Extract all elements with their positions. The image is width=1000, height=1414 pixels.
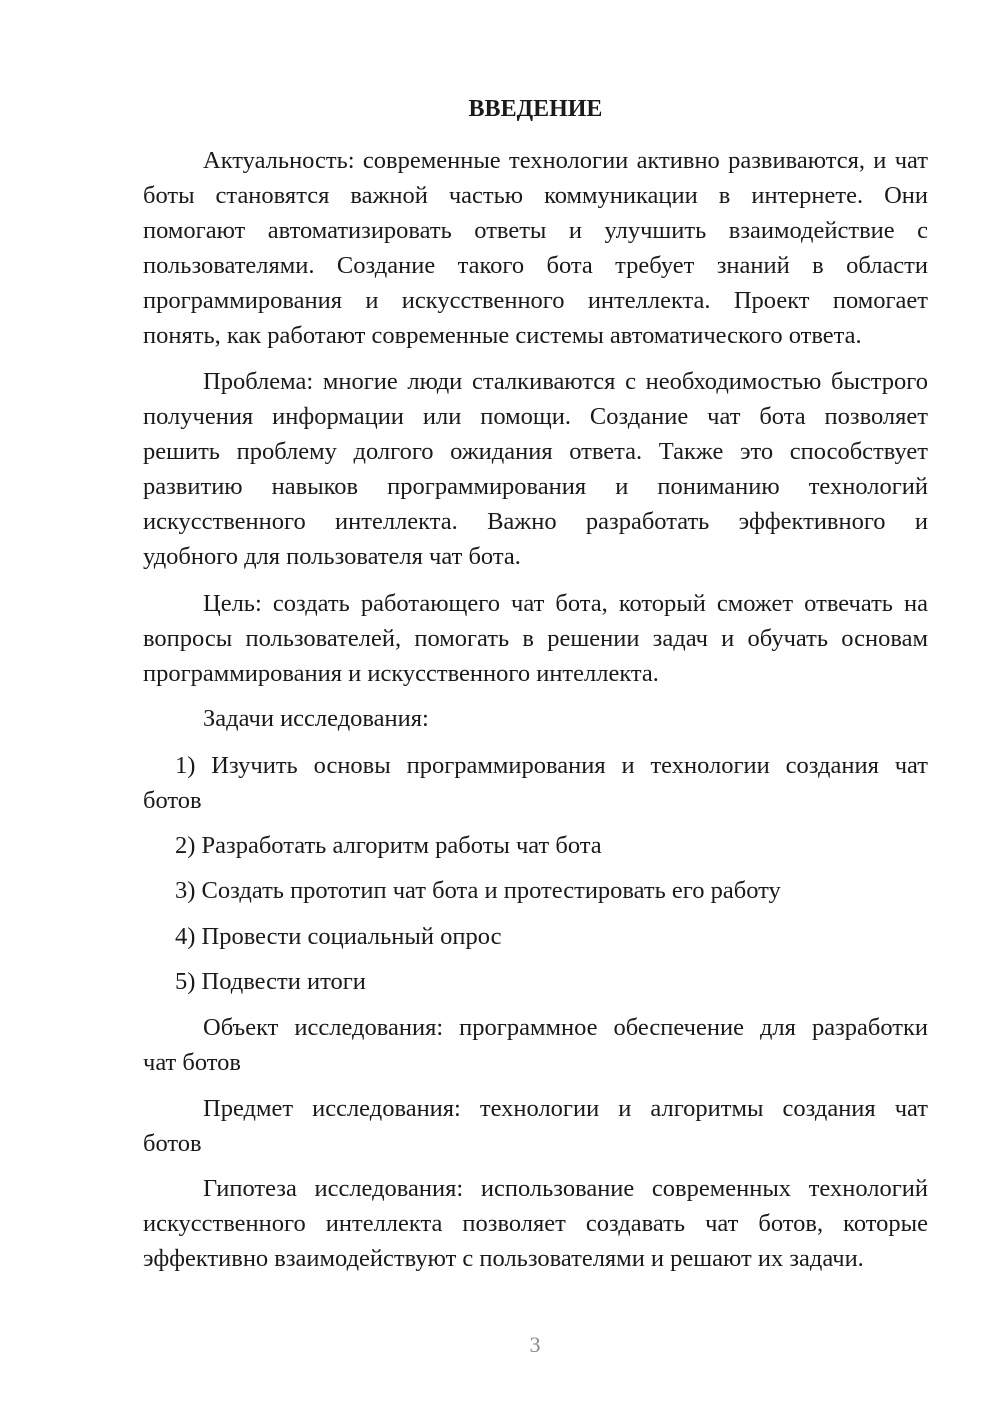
task-item-1 <box>143 748 928 818</box>
text-line: Актуальность: современные технологии активно развиваются, и чат <box>203 147 928 174</box>
page-title: ВВЕДЕНИЕ <box>468 96 603 122</box>
text-line: Задачи исследования: <box>203 705 429 732</box>
text-line: помогают автоматизировать ответы и улучшить взаимодействие с <box>143 217 928 244</box>
text-line: 3) Создать прототип чат бота и протестировать его работу <box>175 877 781 904</box>
text-line: программирования и искусственного интеллекта. <box>143 660 659 687</box>
tasks-heading <box>143 701 928 736</box>
text-line: развитию навыков программирования и пониманию технологий <box>143 473 928 500</box>
text-line: Цель: создать работающего чат бота, который сможет отвечать на <box>203 590 928 617</box>
text-line: удобного для пользователя чат бота. <box>143 543 521 570</box>
text-line: 1) Изучить основы программирования и технологии создания чат <box>175 752 928 779</box>
page-number: 3 <box>529 1332 541 1357</box>
paragraph-problem <box>143 364 928 574</box>
task-item-2 <box>143 828 928 863</box>
text-line: ботов <box>143 1130 202 1157</box>
text-line: вопросы пользователей, помогать в решении задач и обучать основам <box>143 625 928 652</box>
text-line: Предмет исследования: технологии и алгоритмы создания чат <box>203 1095 928 1122</box>
text-line: эффективно взаимодействуют с пользователями и решают их задачи. <box>143 1245 864 1272</box>
text-line: искусственного интеллекта позволяет создавать чат ботов, которые <box>143 1210 928 1237</box>
text-line: решить проблему долгого ожидания ответа. Также это способствует <box>143 438 928 465</box>
text-line: пользователями. Создание такого бота требует знаний в области <box>143 252 928 279</box>
text-line: искусственного интеллекта. Важно разработать эффективного и <box>143 508 928 535</box>
task-item-3 <box>143 873 928 908</box>
text-line: понять, как работают современные системы автоматического ответа. <box>143 322 862 349</box>
text-line: Объект исследования: программное обеспечение для разработки <box>203 1014 928 1041</box>
text-line: боты становятся важной частью коммуникации в интернете. Они <box>143 182 928 209</box>
task-item-5 <box>143 964 928 999</box>
text-line: Проблема: многие люди сталкиваются с необходимостью быстрого <box>203 368 928 395</box>
text-line: получения информации или помощи. Создание чат бота позволяет <box>143 403 928 430</box>
text-line: программирования и искусственного интеллекта. Проект помогает <box>143 287 928 314</box>
text-line: ботов <box>143 787 202 814</box>
text-line: 5) Подвести итоги <box>175 968 366 995</box>
paragraph-object <box>143 1010 928 1080</box>
paragraph-hypothesis <box>143 1171 928 1276</box>
text-line: 2) Разработать алгоритм работы чат бота <box>175 832 602 859</box>
paragraph-relevance <box>143 143 928 353</box>
paragraph-goal <box>143 586 928 691</box>
text-line: 4) Провести социальный опрос <box>175 923 502 950</box>
task-item-4 <box>143 919 928 954</box>
text-line: чат ботов <box>143 1049 241 1076</box>
text-line: Гипотеза исследования: использование современных технологий <box>203 1175 928 1202</box>
paragraph-subject <box>143 1091 928 1161</box>
